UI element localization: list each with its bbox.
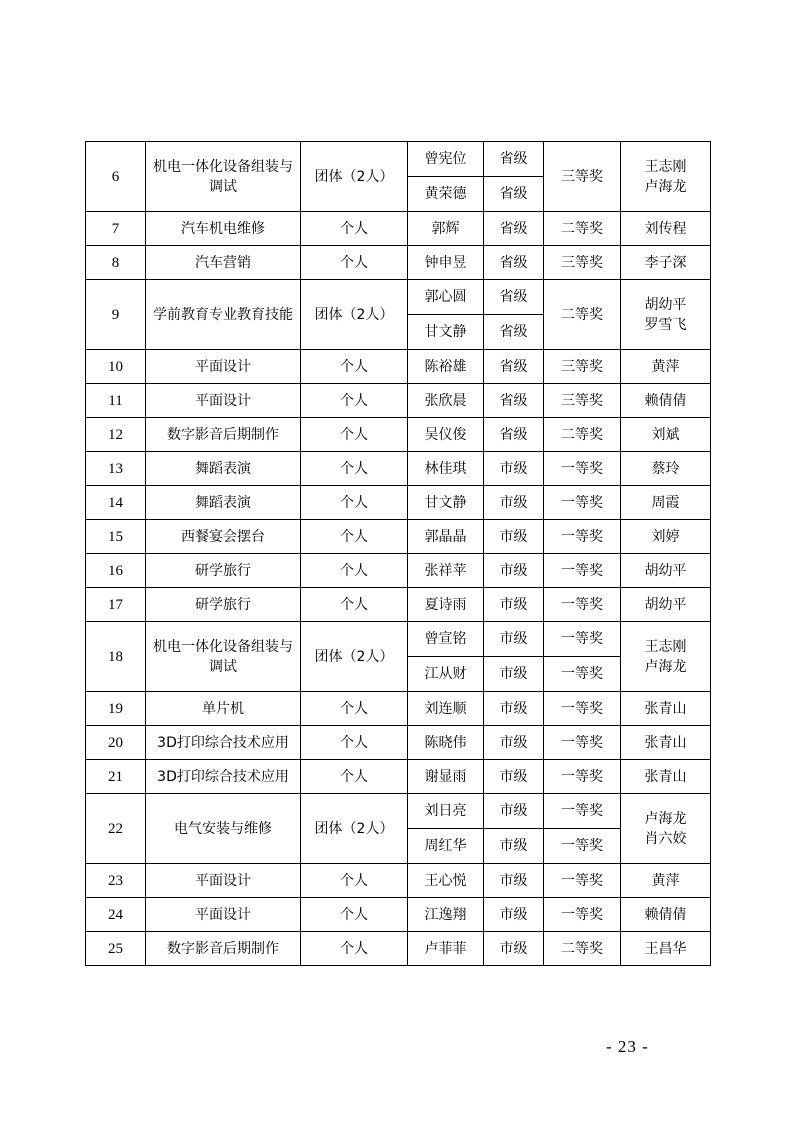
award-level: 市级 [484, 726, 544, 760]
award-level: 省级 [484, 142, 544, 177]
student-name: 江从财 [408, 657, 484, 692]
table-row [86, 760, 711, 794]
project-name: 机电一体化设备组装与调试 [146, 142, 301, 212]
row-number: 7 [86, 212, 146, 246]
teacher-names [621, 588, 711, 622]
row-number: 22 [86, 794, 146, 864]
entry-type: 个人 [301, 692, 408, 726]
table-row [86, 384, 711, 418]
teacher-names-line: 罗雪飞 [644, 316, 687, 333]
award-level: 市级 [484, 829, 544, 864]
award-grade: 三等奖 [544, 246, 621, 280]
award-level: 市级 [484, 486, 544, 520]
teacher-names-line: 刘传程 [644, 220, 687, 237]
student-name: 夏诗雨 [408, 588, 484, 622]
award-level: 市级 [484, 794, 544, 829]
teacher-names [621, 622, 711, 692]
project-name: 数字影音后期制作 [146, 932, 301, 966]
project-name: 平面设计 [146, 864, 301, 898]
teacher-names [621, 246, 711, 280]
table-row [86, 350, 711, 384]
student-name: 卢菲菲 [408, 932, 484, 966]
award-grade: 二等奖 [544, 280, 621, 350]
row-number: 20 [86, 726, 146, 760]
student-name: 甘文静 [408, 486, 484, 520]
teacher-names [621, 486, 711, 520]
page-number: - 23 - [606, 1037, 649, 1056]
teacher-names [621, 350, 711, 384]
award-level: 市级 [484, 520, 544, 554]
student-name: 王心悦 [408, 864, 484, 898]
table-row [86, 142, 711, 177]
entry-type: 团体（2人） [301, 142, 408, 212]
teacher-names-line: 周霞 [651, 494, 680, 511]
teacher-names [621, 726, 711, 760]
project-name: 汽车机电维修 [146, 212, 301, 246]
table-row [86, 864, 711, 898]
row-number: 9 [86, 280, 146, 350]
award-level: 省级 [484, 384, 544, 418]
row-number: 21 [86, 760, 146, 794]
table-row [86, 554, 711, 588]
teacher-names-line: 卢海龙 [644, 658, 687, 675]
entry-type: 个人 [301, 588, 408, 622]
entry-type: 个人 [301, 864, 408, 898]
student-name: 张欣晨 [408, 384, 484, 418]
student-name: 江逸翔 [408, 898, 484, 932]
teacher-names-line: 赖倩倩 [644, 906, 687, 923]
table-row [86, 486, 711, 520]
teacher-names [621, 760, 711, 794]
entry-type: 个人 [301, 212, 408, 246]
teacher-names [621, 520, 711, 554]
row-number: 15 [86, 520, 146, 554]
entry-type: 团体（2人） [301, 280, 408, 350]
award-level: 省级 [484, 177, 544, 212]
student-name: 周红华 [408, 829, 484, 864]
award-grade: 一等奖 [544, 520, 621, 554]
project-name: 学前教育专业教育技能 [146, 280, 301, 350]
table-row [86, 794, 711, 829]
student-name: 张祥苹 [408, 554, 484, 588]
student-name: 郭辉 [408, 212, 484, 246]
table-row [86, 212, 711, 246]
table-row [86, 588, 711, 622]
teacher-names [621, 932, 711, 966]
award-level: 省级 [484, 418, 544, 452]
student-name: 曾宣铭 [408, 622, 484, 657]
award-level: 市级 [484, 554, 544, 588]
row-number: 19 [86, 692, 146, 726]
award-level: 市级 [484, 452, 544, 486]
row-number: 18 [86, 622, 146, 692]
student-name: 曾宪位 [408, 142, 484, 177]
award-grade: 二等奖 [544, 418, 621, 452]
row-number: 14 [86, 486, 146, 520]
award-level: 市级 [484, 898, 544, 932]
award-grade: 一等奖 [544, 554, 621, 588]
student-name: 郭心圆 [408, 280, 484, 315]
project-name: 舞蹈表演 [146, 452, 301, 486]
award-grade: 一等奖 [544, 486, 621, 520]
award-grade: 二等奖 [544, 212, 621, 246]
award-grade: 一等奖 [544, 692, 621, 726]
teacher-names-line: 张青山 [644, 768, 687, 785]
award-grade: 一等奖 [544, 726, 621, 760]
entry-type: 个人 [301, 384, 408, 418]
award-level: 市级 [484, 657, 544, 692]
student-name: 谢显雨 [408, 760, 484, 794]
student-name: 钟申昱 [408, 246, 484, 280]
award-level: 市级 [484, 692, 544, 726]
table-row [86, 418, 711, 452]
table-row [86, 932, 711, 966]
teacher-names [621, 864, 711, 898]
row-number: 24 [86, 898, 146, 932]
project-name: 平面设计 [146, 384, 301, 418]
row-number: 17 [86, 588, 146, 622]
teacher-names [621, 142, 711, 212]
table-row [86, 898, 711, 932]
award-grade: 一等奖 [544, 760, 621, 794]
entry-type: 个人 [301, 932, 408, 966]
project-name: 电气安装与维修 [146, 794, 301, 864]
entry-type: 团体（2人） [301, 622, 408, 692]
award-level: 省级 [484, 315, 544, 350]
project-name: 研学旅行 [146, 554, 301, 588]
table-row [86, 280, 711, 315]
project-name: 平面设计 [146, 350, 301, 384]
student-name: 刘日亮 [408, 794, 484, 829]
entry-type: 个人 [301, 350, 408, 384]
table-row [86, 520, 711, 554]
entry-type: 个人 [301, 726, 408, 760]
teacher-names [621, 418, 711, 452]
award-grade: 一等奖 [544, 657, 621, 692]
row-number: 6 [86, 142, 146, 212]
teacher-names-line: 刘斌 [651, 426, 680, 443]
teacher-names [621, 898, 711, 932]
teacher-names [621, 280, 711, 350]
award-grade: 一等奖 [544, 588, 621, 622]
student-name: 郭晶晶 [408, 520, 484, 554]
project-name: 数字影音后期制作 [146, 418, 301, 452]
row-number: 23 [86, 864, 146, 898]
award-grade: 一等奖 [544, 829, 621, 864]
teacher-names-line: 王志刚 [644, 158, 687, 175]
award-grade: 一等奖 [544, 898, 621, 932]
teacher-names-line: 胡幼平 [644, 296, 687, 313]
entry-type: 团体（2人） [301, 794, 408, 864]
award-level: 市级 [484, 622, 544, 657]
student-name: 甘文静 [408, 315, 484, 350]
awards-table [85, 141, 711, 966]
table-row [86, 246, 711, 280]
project-name: 平面设计 [146, 898, 301, 932]
teacher-names [621, 554, 711, 588]
table-row [86, 726, 711, 760]
student-name: 陈晓伟 [408, 726, 484, 760]
project-name: 单片机 [146, 692, 301, 726]
entry-type: 个人 [301, 486, 408, 520]
entry-type: 个人 [301, 554, 408, 588]
row-number: 16 [86, 554, 146, 588]
award-level: 市级 [484, 760, 544, 794]
award-level: 省级 [484, 212, 544, 246]
project-name: 研学旅行 [146, 588, 301, 622]
row-number: 8 [86, 246, 146, 280]
teacher-names-line: 蔡玲 [651, 460, 680, 477]
entry-type: 个人 [301, 520, 408, 554]
teacher-names-line: 张青山 [644, 700, 687, 717]
teacher-names-line: 黄萍 [651, 358, 680, 375]
row-number: 10 [86, 350, 146, 384]
teacher-names-line: 赖倩倩 [644, 392, 687, 409]
award-level: 省级 [484, 246, 544, 280]
teacher-names-line: 胡幼平 [644, 562, 687, 579]
award-level: 市级 [484, 864, 544, 898]
teacher-names-line: 王志刚 [644, 638, 687, 655]
award-level: 省级 [484, 280, 544, 315]
table-row [86, 622, 711, 657]
entry-type: 个人 [301, 246, 408, 280]
student-name: 黄荣德 [408, 177, 484, 212]
entry-type: 个人 [301, 418, 408, 452]
award-grade: 三等奖 [544, 350, 621, 384]
teacher-names-line: 李子深 [644, 254, 687, 271]
award-level: 市级 [484, 932, 544, 966]
project-name: 3D打印综合技术应用 [146, 760, 301, 794]
teacher-names [621, 692, 711, 726]
project-name: 舞蹈表演 [146, 486, 301, 520]
teacher-names-line: 王昌华 [644, 940, 687, 957]
row-number: 25 [86, 932, 146, 966]
teacher-names [621, 452, 711, 486]
award-level: 市级 [484, 588, 544, 622]
project-name: 汽车营销 [146, 246, 301, 280]
award-grade: 一等奖 [544, 452, 621, 486]
row-number: 13 [86, 452, 146, 486]
award-grade: 一等奖 [544, 794, 621, 829]
student-name: 林佳琪 [408, 452, 484, 486]
entry-type: 个人 [301, 898, 408, 932]
teacher-names-line: 胡幼平 [644, 596, 687, 613]
row-number: 11 [86, 384, 146, 418]
table-row [86, 452, 711, 486]
award-grade: 一等奖 [544, 622, 621, 657]
teacher-names-line: 黄萍 [651, 872, 680, 889]
teacher-names-line: 卢海龙 [644, 810, 687, 827]
student-name: 吴仪俊 [408, 418, 484, 452]
award-grade: 三等奖 [544, 384, 621, 418]
teacher-names [621, 384, 711, 418]
student-name: 陈裕雄 [408, 350, 484, 384]
award-grade: 三等奖 [544, 142, 621, 212]
student-name: 刘连顺 [408, 692, 484, 726]
award-grade: 一等奖 [544, 864, 621, 898]
teacher-names [621, 794, 711, 864]
award-level: 省级 [484, 350, 544, 384]
teacher-names-line: 刘婷 [651, 528, 680, 545]
table-row [86, 692, 711, 726]
award-grade: 二等奖 [544, 932, 621, 966]
teacher-names-line: 卢海龙 [644, 178, 687, 195]
entry-type: 个人 [301, 452, 408, 486]
project-name: 3D打印综合技术应用 [146, 726, 301, 760]
entry-type: 个人 [301, 760, 408, 794]
teacher-names-line: 肖六姣 [644, 830, 687, 847]
row-number: 12 [86, 418, 146, 452]
project-name: 西餐宴会摆台 [146, 520, 301, 554]
project-name: 机电一体化设备组装与调试 [146, 622, 301, 692]
teacher-names-line: 张青山 [644, 734, 687, 751]
teacher-names [621, 212, 711, 246]
